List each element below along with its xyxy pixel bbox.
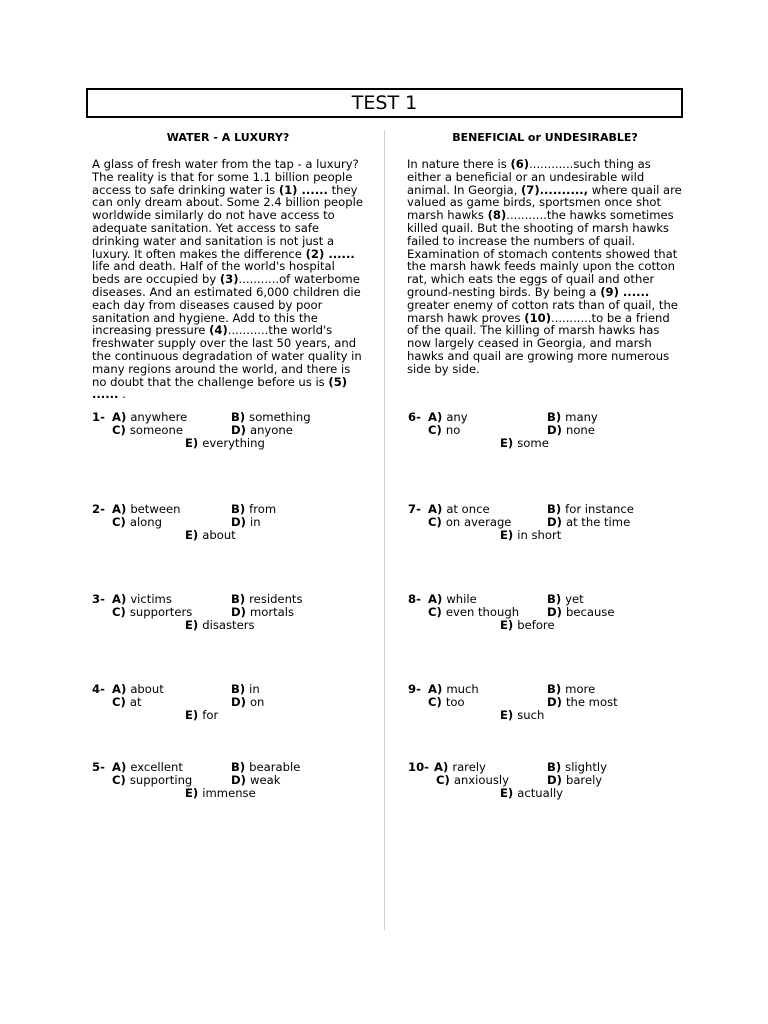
blank-marker: (2) ...... <box>305 246 355 261</box>
question-number: 4- <box>92 682 105 696</box>
option-text: in <box>249 682 260 696</box>
option-text: between <box>130 502 181 516</box>
option-letter: B) <box>231 760 250 774</box>
option-letter: A) <box>428 682 447 696</box>
passage-text: ...........of waterbome diseases. And an estimated 6,000 children die each day from diseases caused by poor sanitation and hygiene. Add to this the increasing pressure <box>92 272 361 338</box>
option-text: while <box>446 592 477 606</box>
blank-marker: (8) <box>487 208 507 223</box>
option-text: immense <box>202 786 256 800</box>
option-letter: E) <box>500 786 518 800</box>
option-letter: B) <box>231 502 250 516</box>
option-text: before <box>517 618 555 632</box>
option-letter: A) <box>112 682 131 696</box>
option-text: more <box>565 682 596 696</box>
option-text: at <box>129 695 142 709</box>
option-letter: A) <box>428 502 447 516</box>
passage-text: . <box>118 387 126 402</box>
option-text: many <box>565 410 598 424</box>
option-c <box>112 424 183 437</box>
option-text: excellent <box>130 760 183 774</box>
option-d <box>547 696 618 709</box>
question-number-cell <box>92 683 105 696</box>
option-letter: B) <box>547 502 566 516</box>
option-letter: E) <box>185 528 203 542</box>
option-letter: D) <box>231 423 250 437</box>
blank-marker: (7).........., <box>520 182 589 197</box>
passage-text: greater enemy of cotton rats than of quail, the marsh hawk proves <box>407 297 678 325</box>
option-c <box>112 696 142 709</box>
left-column <box>92 130 364 401</box>
question-number-cell <box>408 683 421 696</box>
left-passage <box>92 158 364 401</box>
option-text: any <box>446 410 468 424</box>
blank-marker: (1) ...... <box>278 182 328 197</box>
option-d <box>547 606 614 619</box>
option-text: slightly <box>565 760 607 774</box>
option-e <box>185 619 255 632</box>
option-letter: B) <box>547 592 566 606</box>
option-text: about <box>202 528 236 542</box>
question-number-cell <box>408 761 429 774</box>
question-number-cell <box>92 593 105 606</box>
option-letter: B) <box>547 682 566 696</box>
passage-text: In nature there is <box>407 157 511 171</box>
option-letter: D) <box>231 605 250 619</box>
question-number: 2- <box>92 502 105 516</box>
option-letter: C) <box>112 695 130 709</box>
option-letter: D) <box>547 695 566 709</box>
option-letter: E) <box>185 708 203 722</box>
passage-text: they can only dream about. Some 2.4 billion people worldwide similarly do not have access to adequate sanitation. Yet access to safe drinking water and sanitation is not just a luxury. It often makes the difference <box>92 182 363 261</box>
option-text: some <box>517 436 549 450</box>
column-divider <box>384 130 385 930</box>
question-number-cell <box>92 761 105 774</box>
blank-marker: (10) <box>524 310 551 325</box>
option-letter: E) <box>500 528 518 542</box>
option-text: bearable <box>249 760 301 774</box>
right-heading: BENEFICIAL or UNDESIRABLE? <box>452 131 638 144</box>
option-text: on <box>249 695 265 709</box>
option-text: in <box>249 515 261 529</box>
option-text: because <box>565 605 615 619</box>
option-text: the most <box>565 695 618 709</box>
option-letter: E) <box>500 618 518 632</box>
option-e <box>500 619 555 632</box>
option-letter: A) <box>112 592 131 606</box>
option-letter: D) <box>547 605 566 619</box>
option-c <box>112 606 192 619</box>
option-letter: C) <box>112 515 130 529</box>
option-letter: E) <box>185 786 203 800</box>
question-number: 10- <box>408 760 429 774</box>
option-text: for instance <box>565 502 634 516</box>
question-number: 6- <box>408 410 421 424</box>
option-letter: D) <box>231 773 250 787</box>
option-text: someone <box>129 423 183 437</box>
option-text: barely <box>565 773 603 787</box>
option-letter: D) <box>547 515 566 529</box>
question-number: 1- <box>92 410 105 424</box>
option-text: at once <box>446 502 490 516</box>
blank-marker: (6) <box>510 157 530 171</box>
blank-marker: (4) <box>209 323 228 338</box>
option-letter: A) <box>112 410 131 424</box>
passage-text: ...........the hawks sometimes killed quail. But the shooting of marsh hawks failed to increase the numbers of quail. Examination of stomach contents showed that the marsh hawk feeds mainly upon the cotton rat, which eats the eggs of quail and other ground-nesting birds. By being a <box>407 208 678 299</box>
blank-marker: (5) ...... <box>92 374 348 402</box>
option-letter: C) <box>428 695 446 709</box>
blank-marker: (9) ...... <box>600 284 650 299</box>
passage-text: A glass of fresh water from the tap - a luxury? The reality is that for some 1.1 billion people access to safe drinking water is <box>92 157 359 197</box>
passage-text: life and death. Half of the world's hospital beds are occupied by <box>92 259 335 287</box>
option-text: from <box>249 502 277 516</box>
option-text: even though <box>445 605 520 619</box>
option-text: too <box>445 695 465 709</box>
passage-text: ............such thing as either a beneficial or an undesirable wild animal. In Georgia, <box>407 157 651 197</box>
option-text: no <box>445 423 461 437</box>
option-c <box>428 696 465 709</box>
option-letter: A) <box>428 592 447 606</box>
option-text: disasters <box>202 618 255 632</box>
left-heading: WATER - A LUXURY? <box>166 131 290 144</box>
option-text: at the time <box>565 515 631 529</box>
option-text: everything <box>202 436 265 450</box>
option-text: anxiously <box>453 773 509 787</box>
option-letter: A) <box>428 410 447 424</box>
option-d <box>547 424 595 437</box>
option-text: such <box>517 708 545 722</box>
option-text: anyone <box>249 423 293 437</box>
option-text: much <box>446 682 479 696</box>
question-number-cell <box>408 593 421 606</box>
question-number-cell <box>408 411 421 424</box>
option-letter: D) <box>547 423 566 437</box>
option-c <box>112 774 192 787</box>
option-d <box>231 696 264 709</box>
option-text: along <box>129 515 162 529</box>
option-letter: C) <box>112 423 130 437</box>
option-text: supporting <box>129 773 193 787</box>
question-number-cell <box>92 503 105 516</box>
option-e <box>500 529 561 542</box>
question-number-cell <box>92 411 105 424</box>
passage-text: where quail are valued as game birds, sportsmen once shot marsh hawks <box>407 182 682 223</box>
option-text: rarely <box>452 760 486 774</box>
test-title <box>86 88 683 118</box>
option-letter: C) <box>428 515 446 529</box>
question-number: 5- <box>92 760 105 774</box>
option-e <box>185 529 236 542</box>
option-text: yet <box>565 592 584 606</box>
option-letter: B) <box>547 410 566 424</box>
option-e <box>500 709 544 722</box>
question-number: 8- <box>408 592 421 606</box>
option-e <box>500 437 549 450</box>
option-text: victims <box>130 592 172 606</box>
option-text: mortals <box>249 605 295 619</box>
option-c <box>428 424 460 437</box>
option-letter: C) <box>428 423 446 437</box>
option-letter: A) <box>434 760 453 774</box>
option-letter: E) <box>185 436 203 450</box>
right-column <box>407 130 683 376</box>
passage-text: ...........to be a friend of the quail. The killing of marsh hawks has now largely ceased in Georgia, and marsh hawks and quail are growing more numerous side by side. <box>407 310 670 376</box>
option-letter: E) <box>500 436 518 450</box>
option-text: none <box>565 423 595 437</box>
option-letter: B) <box>547 760 566 774</box>
right-passage <box>407 158 683 376</box>
passage-text: ...........the world's freshwater supply over the last 50 years, and the continuous degradation of water quality in many regions around the world, and there is no doubt that the challenge before us is <box>92 323 362 389</box>
option-text: something <box>249 410 311 424</box>
question-number: 9- <box>408 682 421 696</box>
option-text: on average <box>445 515 512 529</box>
option-c <box>428 516 511 529</box>
test-title-text: TEST 1 <box>351 92 418 114</box>
option-text: residents <box>249 592 303 606</box>
option-e <box>500 787 563 800</box>
option-text: weak <box>249 773 281 787</box>
option-letter: E) <box>185 618 203 632</box>
option-letter: A) <box>112 760 131 774</box>
option-text: actually <box>517 786 564 800</box>
option-letter: C) <box>112 605 130 619</box>
question-number-cell <box>408 503 421 516</box>
option-e <box>185 437 265 450</box>
option-text: supporters <box>129 605 193 619</box>
question-number: 3- <box>92 592 105 606</box>
option-letter: A) <box>112 502 131 516</box>
option-letter: D) <box>231 515 250 529</box>
option-text: anywhere <box>130 410 188 424</box>
option-letter: C) <box>428 605 446 619</box>
option-letter: D) <box>231 695 250 709</box>
blank-marker: (3) <box>219 272 239 287</box>
option-e <box>185 709 218 722</box>
option-letter: D) <box>547 773 566 787</box>
option-letter: E) <box>500 708 518 722</box>
question-number: 7- <box>408 502 421 516</box>
option-text: about <box>130 682 164 696</box>
option-letter: C) <box>436 773 454 787</box>
option-e <box>185 787 256 800</box>
option-c <box>112 516 162 529</box>
option-letter: B) <box>231 682 250 696</box>
option-text: in short <box>517 528 562 542</box>
option-text: for <box>202 708 219 722</box>
option-letter: B) <box>231 410 250 424</box>
option-c <box>436 774 509 787</box>
option-letter: C) <box>112 773 130 787</box>
option-letter: B) <box>231 592 250 606</box>
